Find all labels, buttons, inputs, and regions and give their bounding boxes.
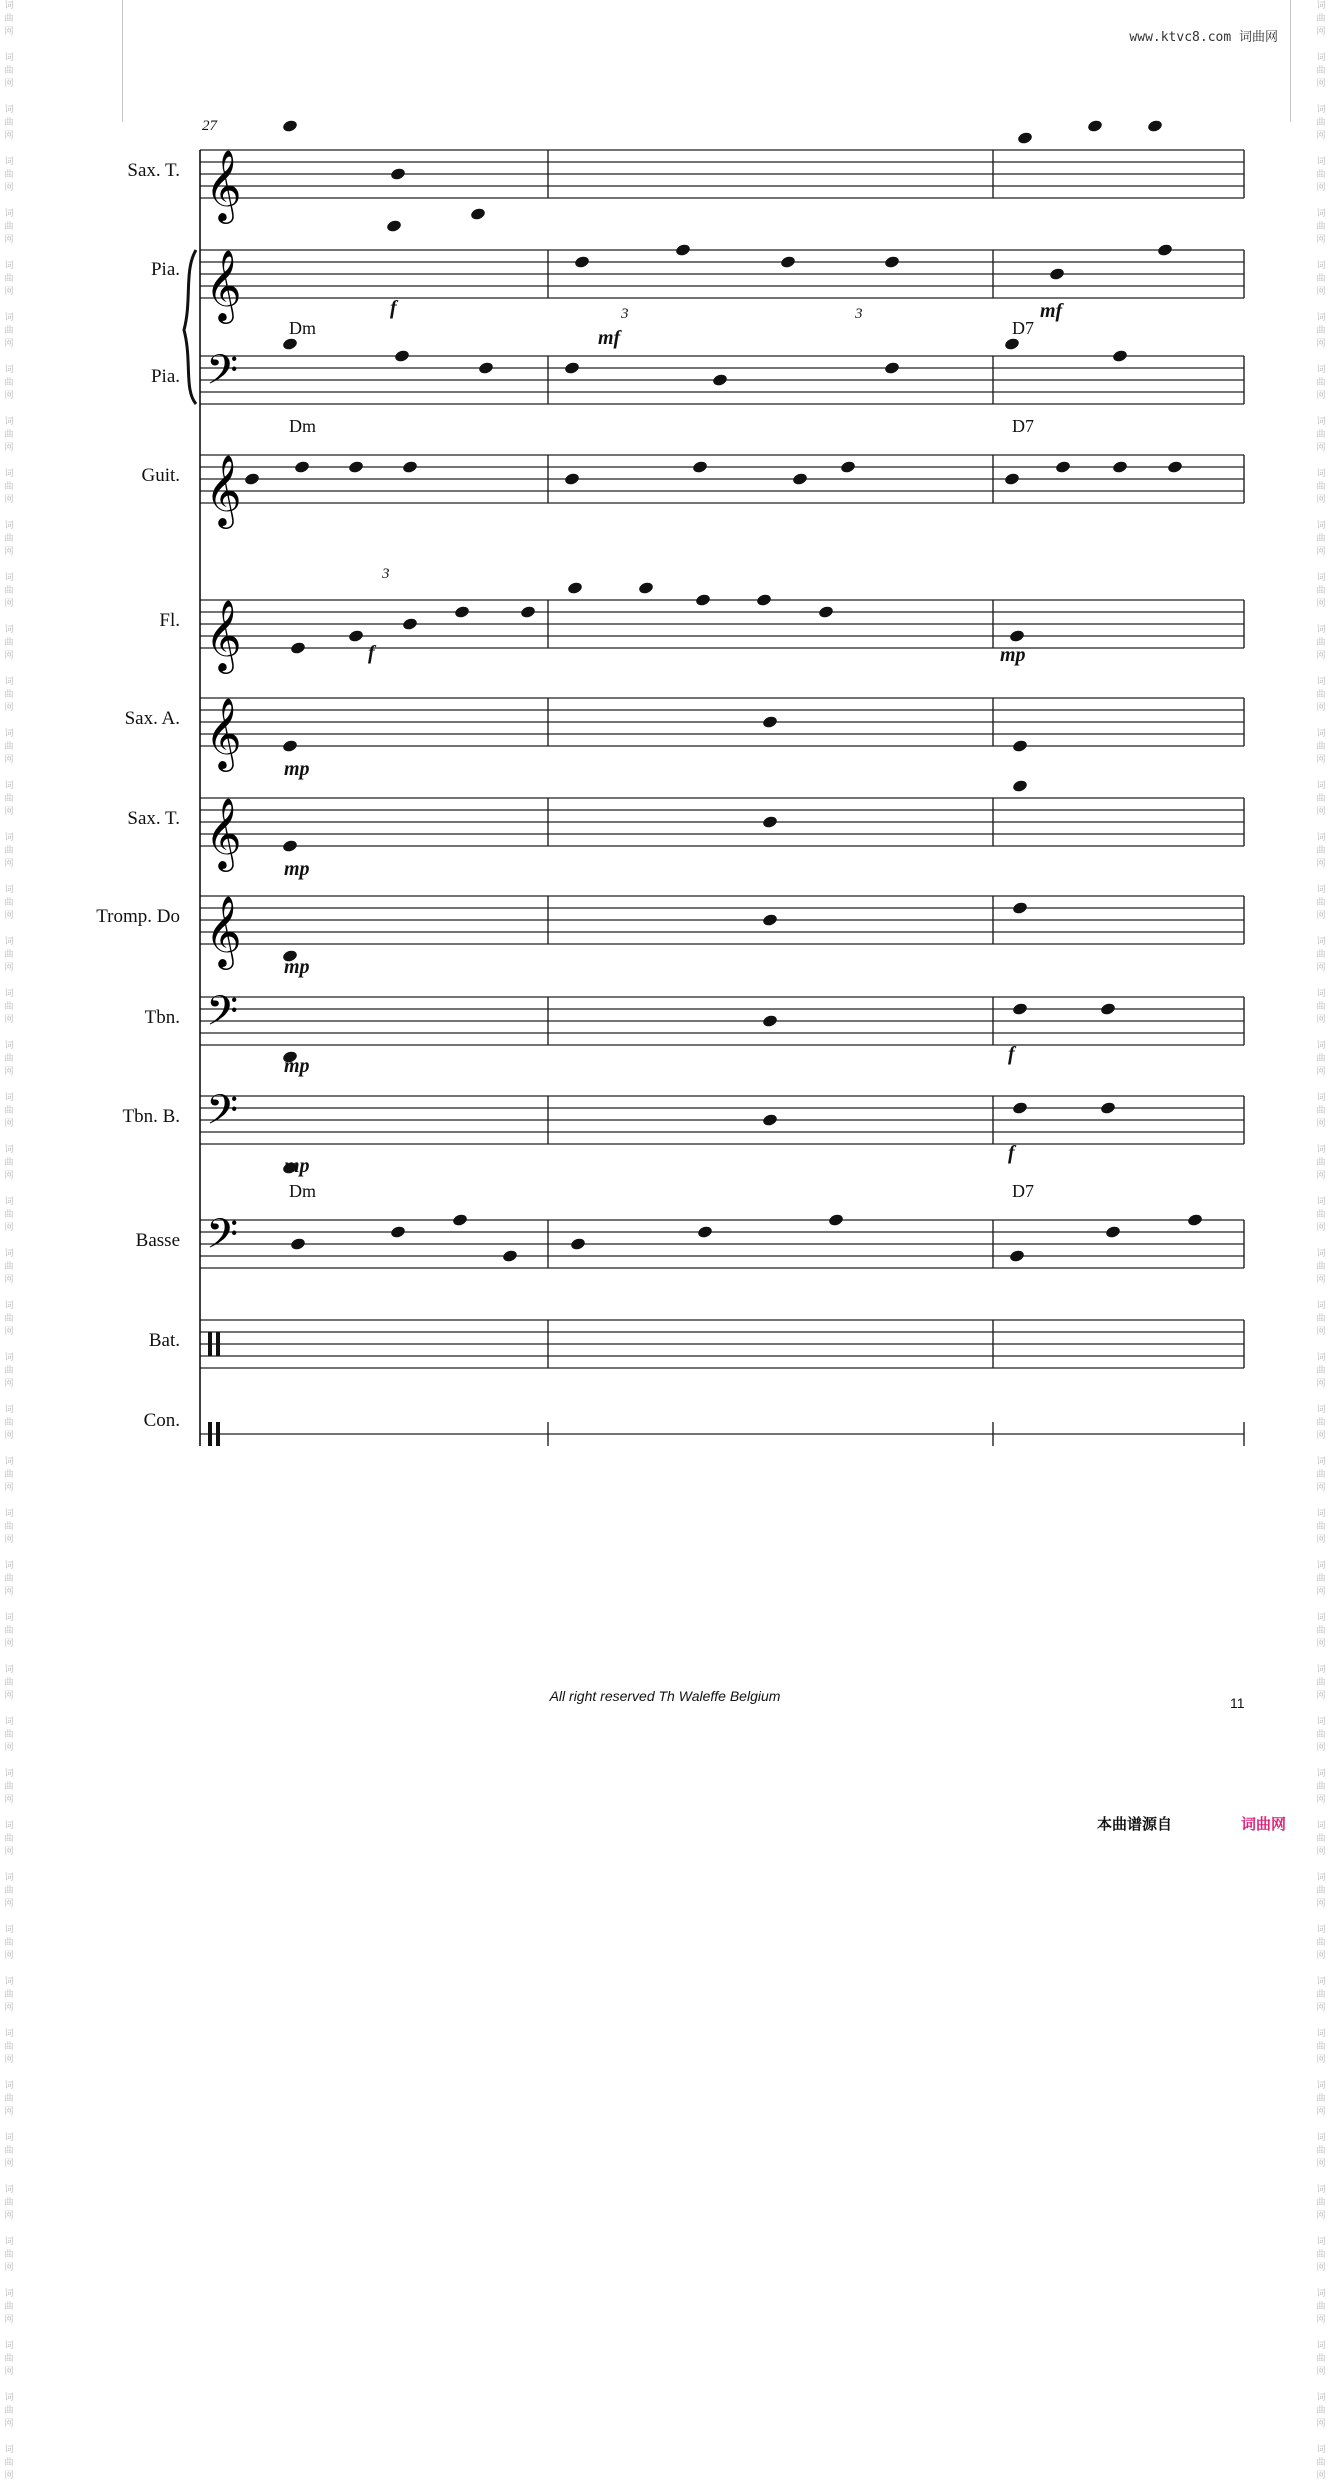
dynamic-marking: mp xyxy=(284,956,310,978)
instrument-label-alto-sax: Sax. A. xyxy=(124,708,180,729)
dynamic-marking: f xyxy=(368,642,375,664)
chord-symbol: D7 xyxy=(1012,318,1034,338)
instrument-label-flute: Fl. xyxy=(159,610,180,631)
dynamic-marking: mf xyxy=(598,327,621,349)
bass-clef: 𝄢 xyxy=(206,1086,239,1144)
note-head xyxy=(695,593,712,607)
note-head xyxy=(386,219,403,233)
note-head xyxy=(348,460,365,474)
instrument-label-piano-bass: Pia. xyxy=(150,366,180,387)
tuplet-number: 3 xyxy=(621,306,629,322)
note-head xyxy=(282,119,299,133)
dynamic-marking: f xyxy=(390,297,397,319)
note-head xyxy=(818,605,835,619)
instrument-label-trumpet: Tromp. Do xyxy=(96,906,180,927)
note-head xyxy=(1004,472,1021,486)
note-head xyxy=(1105,1225,1122,1239)
note-head xyxy=(792,472,809,486)
note-head xyxy=(884,361,901,375)
tuplet-number: 3 xyxy=(855,306,863,322)
dynamic-marking: f xyxy=(1008,1142,1015,1164)
note-head xyxy=(394,349,411,363)
measure-number: 27 xyxy=(202,118,217,134)
chord-symbol: D7 xyxy=(1012,416,1034,436)
bass-clef: 𝄢 xyxy=(206,346,239,404)
instrument-label-bass-trombone: Tbn. B. xyxy=(122,1106,180,1127)
treble-clef: 𝄞 xyxy=(205,453,242,526)
dynamic-marking: mp xyxy=(284,858,310,880)
note-head xyxy=(294,460,311,474)
note-head xyxy=(780,255,797,269)
bass-clef: 𝄢 xyxy=(206,1210,239,1268)
chord-symbol: D7 xyxy=(1012,1181,1034,1201)
piano-brace xyxy=(184,250,196,404)
note-head xyxy=(454,605,471,619)
percussion-clef xyxy=(216,1332,220,1356)
note-head xyxy=(574,255,591,269)
note-head xyxy=(570,1237,587,1251)
note-head xyxy=(502,1249,519,1263)
note-head xyxy=(478,361,495,375)
note-head xyxy=(762,1014,779,1028)
note-head xyxy=(762,913,779,927)
note-head xyxy=(348,629,365,643)
note-head xyxy=(1087,119,1104,133)
copyright-notice: All right reserved Th Waleffe Belgium xyxy=(549,1688,781,1704)
footer-source-text: 本曲谱源自 xyxy=(1097,1815,1173,1833)
dynamic-marking: mf xyxy=(1040,300,1063,322)
note-head xyxy=(1049,267,1066,281)
instrument-label-guitar: Guit. xyxy=(141,465,180,486)
percussion-clef xyxy=(208,1422,212,1446)
note-head xyxy=(452,1213,469,1227)
note-head xyxy=(762,1113,779,1127)
note-head xyxy=(1100,1101,1117,1115)
note-head xyxy=(1055,460,1072,474)
dynamic-marking: mp xyxy=(284,1055,310,1077)
note-head xyxy=(1167,460,1184,474)
note-head xyxy=(564,472,581,486)
note-head xyxy=(402,460,419,474)
note-head xyxy=(1012,901,1029,915)
site-header: www.ktvc8.com 词曲网 xyxy=(1129,30,1278,45)
note-head xyxy=(1147,119,1164,133)
note-head xyxy=(1012,779,1029,793)
note-head xyxy=(520,605,537,619)
note-head xyxy=(402,617,419,631)
note-head xyxy=(697,1225,714,1239)
note-head xyxy=(1012,739,1029,753)
note-head xyxy=(1112,460,1129,474)
treble-clef: 𝄞 xyxy=(205,696,242,769)
instrument-label-bass: Basse xyxy=(135,1230,180,1251)
note-head xyxy=(1100,1002,1117,1016)
chord-symbol: Dm xyxy=(289,318,316,338)
note-head xyxy=(1012,1101,1029,1115)
note-head xyxy=(1017,131,1034,145)
note-head xyxy=(1187,1213,1204,1227)
note-head xyxy=(1112,349,1129,363)
note-head xyxy=(1009,629,1026,643)
note-head xyxy=(470,207,487,221)
note-head xyxy=(1012,1002,1029,1016)
note-head xyxy=(1157,243,1174,257)
treble-clef: 𝄞 xyxy=(205,148,242,221)
note-head xyxy=(840,460,857,474)
instrument-label-trombone: Tbn. xyxy=(144,1007,180,1028)
note-head xyxy=(762,715,779,729)
note-head xyxy=(282,839,299,853)
note-head xyxy=(390,1225,407,1239)
instrument-label-congas: Con. xyxy=(143,1410,180,1431)
note-head xyxy=(762,815,779,829)
note-head xyxy=(390,167,407,181)
dynamic-marking: mp xyxy=(284,1155,310,1177)
chord-symbol: Dm xyxy=(289,1181,316,1201)
percussion-clef xyxy=(216,1422,220,1446)
instrument-label-drums: Bat. xyxy=(148,1330,180,1351)
note-head xyxy=(675,243,692,257)
treble-clef: 𝄞 xyxy=(205,598,242,671)
note-head xyxy=(712,373,729,387)
right-watermark-strip: 词 曲 网 词 曲 网 词 曲 网 词 曲 网 词 曲 网 词 曲 网 词 曲 网 词 曲 网 词 曲 网 词 曲 网 词 曲 网 词 曲 网 词 曲 网 词 曲 网 词 曲 网 词 曲 网 词 曲 网 词 曲 网 词 曲 网 词 曲 网 词 曲 网 词 曲 网 词 曲 网 词 曲 网 词 曲 网 词 曲 网 词 曲 网 词 曲 网 词 曲 网 词 曲 网 词 曲 网 词 曲 网 词 曲 网 词 曲 网 词 曲 网 词 曲 网 词 曲 网 词 曲 网 词 曲 网 词 曲 网 词 曲 网 词 曲 网 词 曲 网 词 曲 网 词 曲 网 词 曲 网 词 曲 网 词 曲 网 xyxy=(1316,1,1326,2481)
footer-site-logo: 词曲网 xyxy=(1241,1815,1287,1833)
note-head xyxy=(692,460,709,474)
left-watermark-strip: 词 曲 网 词 曲 网 词 曲 网 词 曲 网 词 曲 网 词 曲 网 词 曲 网 词 曲 网 词 曲 网 词 曲 网 词 曲 网 词 曲 网 词 曲 网 词 曲 网 词 曲 网 词 曲 网 词 曲 网 词 曲 网 词 曲 网 词 曲 网 词 曲 网 词 曲 网 词 曲 网 词 曲 网 词 曲 网 词 曲 网 词 曲 网 词 曲 网 词 曲 网 词 曲 网 词 曲 网 词 曲 网 词 曲 网 词 曲 网 词 曲 网 词 曲 网 词 曲 网 词 曲 网 词 曲 网 词 曲 网 词 曲 网 词 曲 网 词 曲 网 词 曲 网 词 曲 网 词 曲 网 词 曲 网 词 曲 网 xyxy=(4,1,14,2481)
note-head xyxy=(290,641,307,655)
treble-clef: 𝄞 xyxy=(205,796,242,869)
note-head xyxy=(756,593,773,607)
treble-clef: 𝄞 xyxy=(205,248,242,321)
note-head xyxy=(282,739,299,753)
note-head xyxy=(638,581,655,595)
instrument-label-tenor-sax-2: Sax. T. xyxy=(127,808,180,829)
dynamic-marking: f xyxy=(1008,1043,1015,1065)
note-head xyxy=(244,472,261,486)
note-head xyxy=(1009,1249,1026,1263)
note-head xyxy=(567,581,584,595)
treble-clef: 𝄞 xyxy=(205,894,242,967)
page-number: 11 xyxy=(1230,1695,1245,1711)
tuplet-number: 3 xyxy=(382,566,390,582)
percussion-clef xyxy=(208,1332,212,1356)
note-head xyxy=(564,361,581,375)
note-head xyxy=(282,337,299,351)
note-head xyxy=(884,255,901,269)
dynamic-marking: mp xyxy=(284,758,310,780)
note-head xyxy=(1004,337,1021,351)
bass-clef: 𝄢 xyxy=(206,987,239,1045)
dynamic-marking: mp xyxy=(1000,644,1026,666)
instrument-label-tenor-sax: Sax. T. xyxy=(127,160,180,181)
chord-symbol: Dm xyxy=(289,416,316,436)
note-head xyxy=(828,1213,845,1227)
note-head xyxy=(290,1237,307,1251)
instrument-label-piano-treble: Pia. xyxy=(150,259,180,280)
